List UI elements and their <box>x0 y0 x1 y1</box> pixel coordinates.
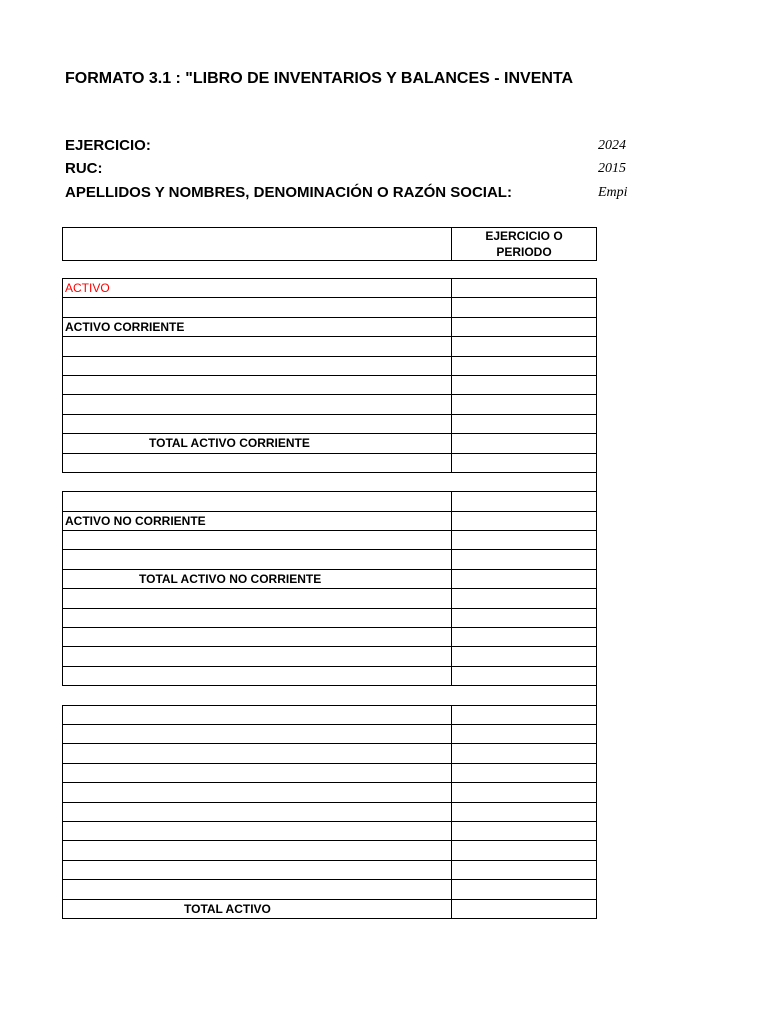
value-cell[interactable] <box>452 802 597 821</box>
value-cell[interactable] <box>452 724 597 743</box>
value-cell[interactable] <box>452 666 597 685</box>
value-cell[interactable] <box>452 647 597 666</box>
total-activo-label: TOTAL ACTIVO <box>63 899 452 918</box>
table-row <box>63 841 597 860</box>
value-cell[interactable] <box>452 841 597 860</box>
value-cell[interactable] <box>452 589 597 608</box>
value-cell[interactable] <box>452 744 597 763</box>
value-cell[interactable] <box>452 434 597 453</box>
razon-social-value: Empi <box>598 185 628 200</box>
activo-corriente-label: ACTIVO CORRIENTE <box>63 317 452 336</box>
table-row <box>63 724 597 743</box>
value-cell[interactable] <box>452 705 597 724</box>
header-cell-concept <box>63 228 452 261</box>
table-row <box>63 395 597 414</box>
value-cell[interactable] <box>452 783 597 802</box>
table-row <box>63 375 597 394</box>
total-activo-no-corriente-label: TOTAL ACTIVO NO CORRIENTE <box>63 569 452 588</box>
value-cell[interactable] <box>452 298 597 317</box>
total-activo-corriente-label: TOTAL ACTIVO CORRIENTE <box>63 434 452 453</box>
table-row <box>63 511 597 530</box>
balance-table <box>62 278 597 919</box>
spacer-row <box>63 686 597 705</box>
table-row <box>63 550 597 569</box>
table-row <box>63 608 597 627</box>
value-cell[interactable] <box>452 608 597 627</box>
value-cell[interactable] <box>452 899 597 918</box>
table-row <box>63 569 597 588</box>
table-row <box>63 453 597 472</box>
table-row <box>63 880 597 899</box>
table-row <box>63 356 597 375</box>
value-cell[interactable] <box>452 375 597 394</box>
activo-no-corriente-label: ACTIVO NO CORRIENTE <box>63 511 452 530</box>
table-row <box>63 705 597 724</box>
table-row <box>63 628 597 647</box>
value-cell[interactable] <box>452 395 597 414</box>
table-row <box>63 899 597 918</box>
table-row <box>63 337 597 356</box>
column-header-table <box>62 227 597 261</box>
table-row <box>63 802 597 821</box>
value-cell[interactable] <box>452 763 597 782</box>
table-row <box>63 860 597 879</box>
value-cell[interactable] <box>452 531 597 550</box>
value-cell[interactable] <box>452 337 597 356</box>
table-row <box>63 414 597 433</box>
ejercicio-label: EJERCICIO: <box>65 137 151 154</box>
activo-label: ACTIVO <box>63 279 452 298</box>
document-title: FORMATO 3.1 : "LIBRO DE INVENTARIOS Y BALANCES - INVENTA <box>65 70 574 87</box>
value-cell[interactable] <box>452 880 597 899</box>
ejercicio-value: 2024 <box>598 138 626 153</box>
value-cell[interactable] <box>452 317 597 336</box>
table-row <box>63 666 597 685</box>
table-row <box>63 531 597 550</box>
value-cell[interactable] <box>452 414 597 433</box>
value-cell[interactable] <box>452 628 597 647</box>
table-row <box>63 492 597 511</box>
value-cell[interactable] <box>452 511 597 530</box>
spacer-row <box>63 472 597 491</box>
table-row <box>63 298 597 317</box>
table-row <box>63 744 597 763</box>
value-cell[interactable] <box>452 860 597 879</box>
table-row <box>63 821 597 840</box>
ruc-value: 2015 <box>598 161 626 176</box>
header-period-line2: PERIODO <box>496 245 552 259</box>
table-row <box>63 279 597 298</box>
value-cell[interactable] <box>452 569 597 588</box>
value-cell[interactable] <box>452 356 597 375</box>
value-cell[interactable] <box>452 279 597 298</box>
table-row <box>63 589 597 608</box>
header-cell-period <box>452 228 597 261</box>
ruc-label: RUC: <box>65 160 103 177</box>
value-cell[interactable] <box>452 453 597 472</box>
table-row <box>63 763 597 782</box>
razon-social-label: APELLIDOS Y NOMBRES, DENOMINACIÓN O RAZÓN SOCIAL: <box>65 184 512 201</box>
table-row <box>63 317 597 336</box>
table-row <box>63 647 597 666</box>
table-row <box>63 783 597 802</box>
value-cell[interactable] <box>452 492 597 511</box>
value-cell[interactable] <box>452 821 597 840</box>
table-row <box>63 434 597 453</box>
header-period-line1: EJERCICIO O <box>485 229 563 243</box>
value-cell[interactable] <box>452 550 597 569</box>
